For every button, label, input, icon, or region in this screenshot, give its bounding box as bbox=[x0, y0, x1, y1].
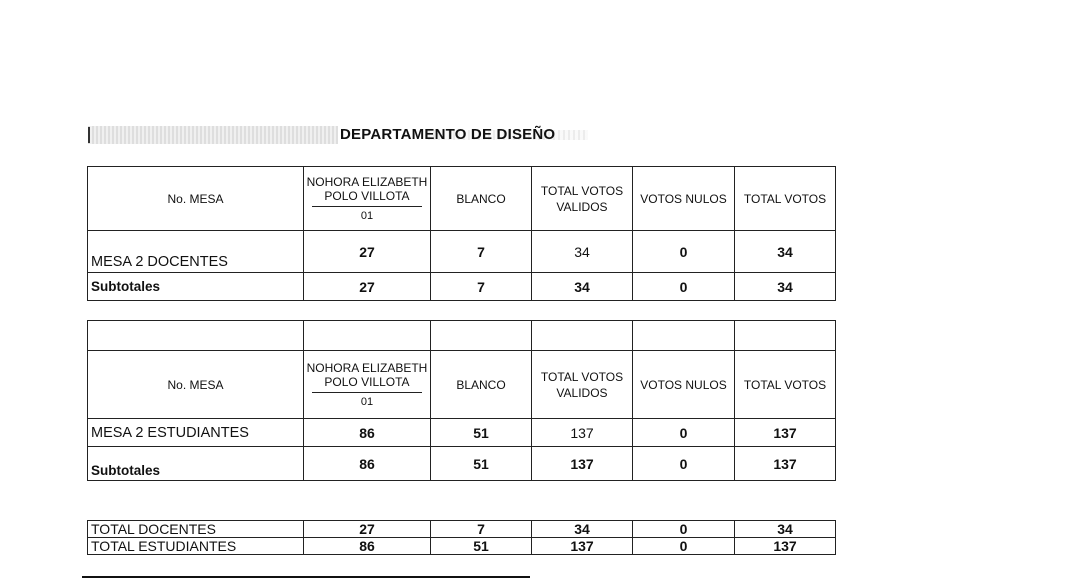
scan-noise bbox=[88, 126, 338, 144]
empty-cell bbox=[633, 321, 735, 351]
totals-table bbox=[87, 520, 836, 555]
nulos-header: VOTOS NULOS bbox=[633, 167, 735, 231]
subtotal-row bbox=[88, 273, 836, 301]
nulos-votes: 0 bbox=[633, 521, 735, 538]
candidate-name: NOHORA ELIZABETH POLO VILLOTA bbox=[306, 174, 428, 203]
subtotal-label: Subtotales bbox=[88, 447, 304, 481]
blanco-votes: 51 bbox=[431, 538, 532, 555]
candidate-code: 01 bbox=[312, 392, 422, 409]
header-row bbox=[88, 167, 836, 231]
nulos-votes: 0 bbox=[633, 231, 735, 273]
blanco-votes: 7 bbox=[431, 273, 532, 301]
blanco-votes: 51 bbox=[431, 419, 532, 447]
validos-votes: 137 bbox=[532, 447, 633, 481]
subtotal-label: Subtotales bbox=[88, 273, 304, 301]
nulos-votes: 0 bbox=[633, 447, 735, 481]
empty-cell bbox=[304, 321, 431, 351]
empty-cell bbox=[735, 321, 836, 351]
candidate-name: NOHORA ELIZABETH POLO VILLOTA bbox=[306, 360, 428, 389]
total-label: TOTAL ESTUDIANTES bbox=[88, 538, 304, 555]
validos-votes: 34 bbox=[532, 273, 633, 301]
validos-votes: 137 bbox=[532, 538, 633, 555]
table-row bbox=[88, 419, 836, 447]
candidate-header bbox=[304, 351, 431, 419]
blanco-votes: 51 bbox=[431, 447, 532, 481]
table-row bbox=[88, 231, 836, 273]
nulos-votes: 0 bbox=[633, 538, 735, 555]
page-title: DEPARTAMENTO DE DISEÑO bbox=[340, 126, 556, 143]
total-votes: 34 bbox=[735, 521, 836, 538]
candidate-votes: 27 bbox=[304, 521, 431, 538]
nulos-header: VOTOS NULOS bbox=[633, 351, 735, 419]
total-votes: 137 bbox=[735, 538, 836, 555]
total-votes: 34 bbox=[735, 273, 836, 301]
header-row bbox=[88, 351, 836, 419]
candidate-header bbox=[304, 167, 431, 231]
total-votes: 34 bbox=[735, 231, 836, 273]
total-label: TOTAL DOCENTES bbox=[88, 521, 304, 538]
validos-header: TOTAL VOTOS VALIDOS bbox=[532, 351, 633, 419]
row-label: MESA 2 ESTUDIANTES bbox=[88, 419, 304, 447]
validos-header: TOTAL VOTOS VALIDOS bbox=[532, 167, 633, 231]
validos-votes: 34 bbox=[532, 521, 633, 538]
mesa-header: No. MESA bbox=[88, 351, 304, 419]
section-header bbox=[88, 124, 608, 146]
validos-votes: 34 bbox=[532, 231, 633, 273]
total-row bbox=[88, 538, 836, 555]
candidate-votes: 86 bbox=[304, 447, 431, 481]
estudiantes-table bbox=[87, 320, 836, 481]
nulos-votes: 0 bbox=[633, 419, 735, 447]
bottom-rule bbox=[82, 576, 530, 578]
candidate-votes: 27 bbox=[304, 231, 431, 273]
nulos-votes: 0 bbox=[633, 273, 735, 301]
blanco-votes: 7 bbox=[431, 231, 532, 273]
total-header: TOTAL VOTOS bbox=[735, 351, 836, 419]
row-label: MESA 2 DOCENTES bbox=[88, 231, 304, 273]
empty-cell bbox=[431, 321, 532, 351]
blanco-header: BLANCO bbox=[431, 167, 532, 231]
validos-votes: 137 bbox=[532, 419, 633, 447]
header-mark bbox=[88, 127, 90, 143]
total-votes: 137 bbox=[735, 419, 836, 447]
empty-cell bbox=[532, 321, 633, 351]
blanco-votes: 7 bbox=[431, 521, 532, 538]
candidate-code: 01 bbox=[312, 206, 422, 223]
empty-row bbox=[88, 321, 836, 351]
blanco-header: BLANCO bbox=[431, 351, 532, 419]
empty-cell bbox=[88, 321, 304, 351]
candidate-votes: 86 bbox=[304, 419, 431, 447]
total-votes: 137 bbox=[735, 447, 836, 481]
mesa-header: No. MESA bbox=[88, 167, 304, 231]
candidate-votes: 86 bbox=[304, 538, 431, 555]
docentes-table bbox=[87, 166, 836, 301]
total-header: TOTAL VOTOS bbox=[735, 167, 836, 231]
candidate-votes: 27 bbox=[304, 273, 431, 301]
total-row bbox=[88, 521, 836, 538]
subtotal-row bbox=[88, 447, 836, 481]
